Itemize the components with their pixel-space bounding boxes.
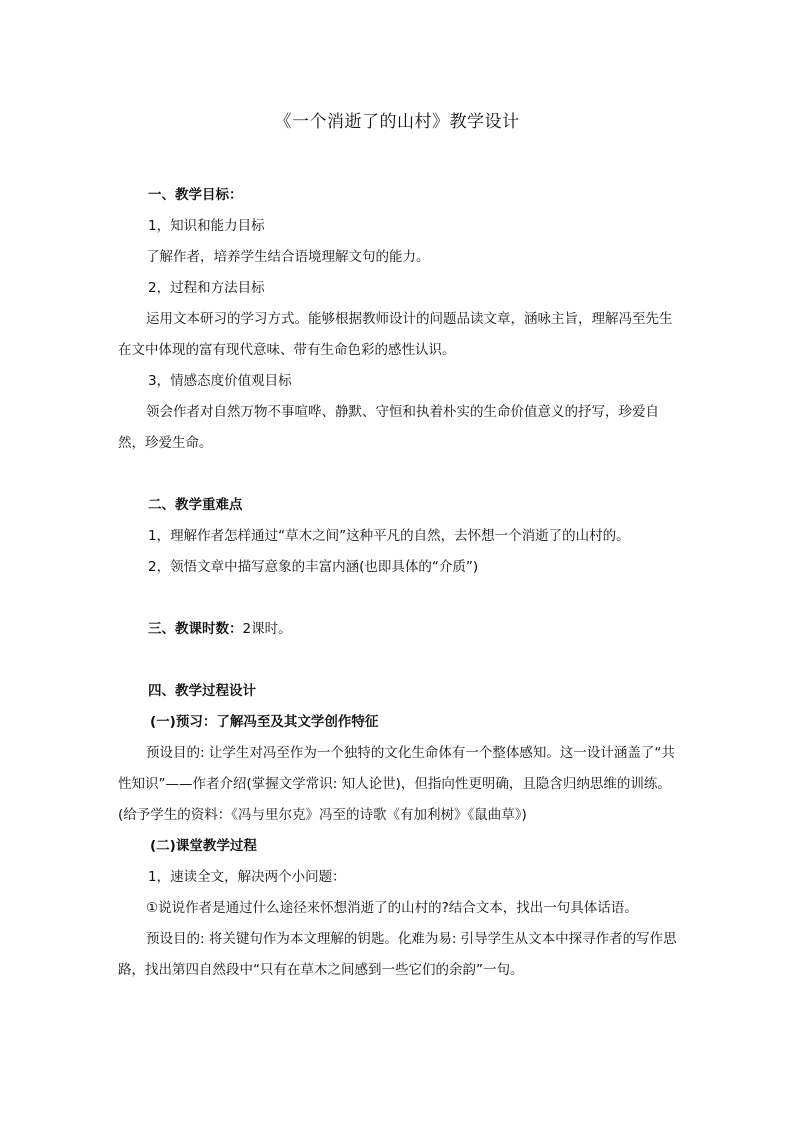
section-heading-hours: 三、教课时数：: [148, 621, 243, 637]
document-body: [118, 180, 678, 986]
goal-3-text: 领会作者对自然万物不事喧哗、静默、守恒和执着朴实的生命价值意义的抒写，珍爱自然，珍爱生命。: [118, 404, 659, 451]
document-title: 《一个消逝了的山村》教学设计: [274, 112, 520, 132]
subheading-class-process: (二)课堂教学过程: [150, 838, 257, 854]
goal-3-label: 3，情感态度价值观目标: [148, 373, 292, 389]
goal-1-label: 1，知识和能力目标: [148, 218, 265, 234]
goal-2-text: 运用文本研习的学习方式。能够根据教师设计的问题品读文章，涵咏主旨，理解冯至先生在文中体现的富有现代意味、带有生命色彩的感性认识。: [118, 311, 673, 358]
question-1: ①说说作者是通过什么途径来怀想消逝了的山村的?结合文本，找出一句具体话语。: [146, 900, 638, 916]
preview-text: 预设目的: 让学生对冯至作为一个独特的文化生命体有一个整体感知。这一设计涵盖了“共性知识”——作者介绍(掌握文学常识: 知人论世)，但指向性更明确，且隐含归纳思维的训练。(给予学生的资料：《冯与里尔克》冯至的诗歌《有加利树》《鼠曲草》): [118, 745, 675, 823]
step-1: 1，速读全文，解决两个小问题：: [148, 869, 346, 885]
keypoint-2: 2，领悟文章中描写意象的丰富内涵(也即具体的“介质”): [148, 559, 479, 575]
subheading-preview: (一)预习：了解冯至及其文学创作特征: [150, 714, 379, 730]
section-hours: [118, 614, 678, 645]
keypoint-1: 1，理解作者怎样通过“草木之间”这种平凡的自然，去怀想一个消逝了的山村的。: [148, 528, 630, 544]
question-1-text: 预设目的: 将关键句作为本文理解的钥匙。化难为易: 引导学生从文本中探寻作者的写作思路，找出第四自然段中“只有在草木之间感到一些它们的余韵”一句。: [118, 931, 677, 978]
goal-2-label: 2，过程和方法目标: [148, 280, 265, 296]
section-heading-goals: 一、教学目标：: [148, 187, 243, 203]
goal-1-text: 了解作者，培养学生结合语境理解文句的能力。: [146, 249, 430, 265]
hours-value: 2课时。: [242, 621, 292, 637]
section-heading-process: 四、教学过程设计: [148, 683, 256, 699]
section-heading-keypoints: 二、教学重难点: [148, 497, 243, 513]
